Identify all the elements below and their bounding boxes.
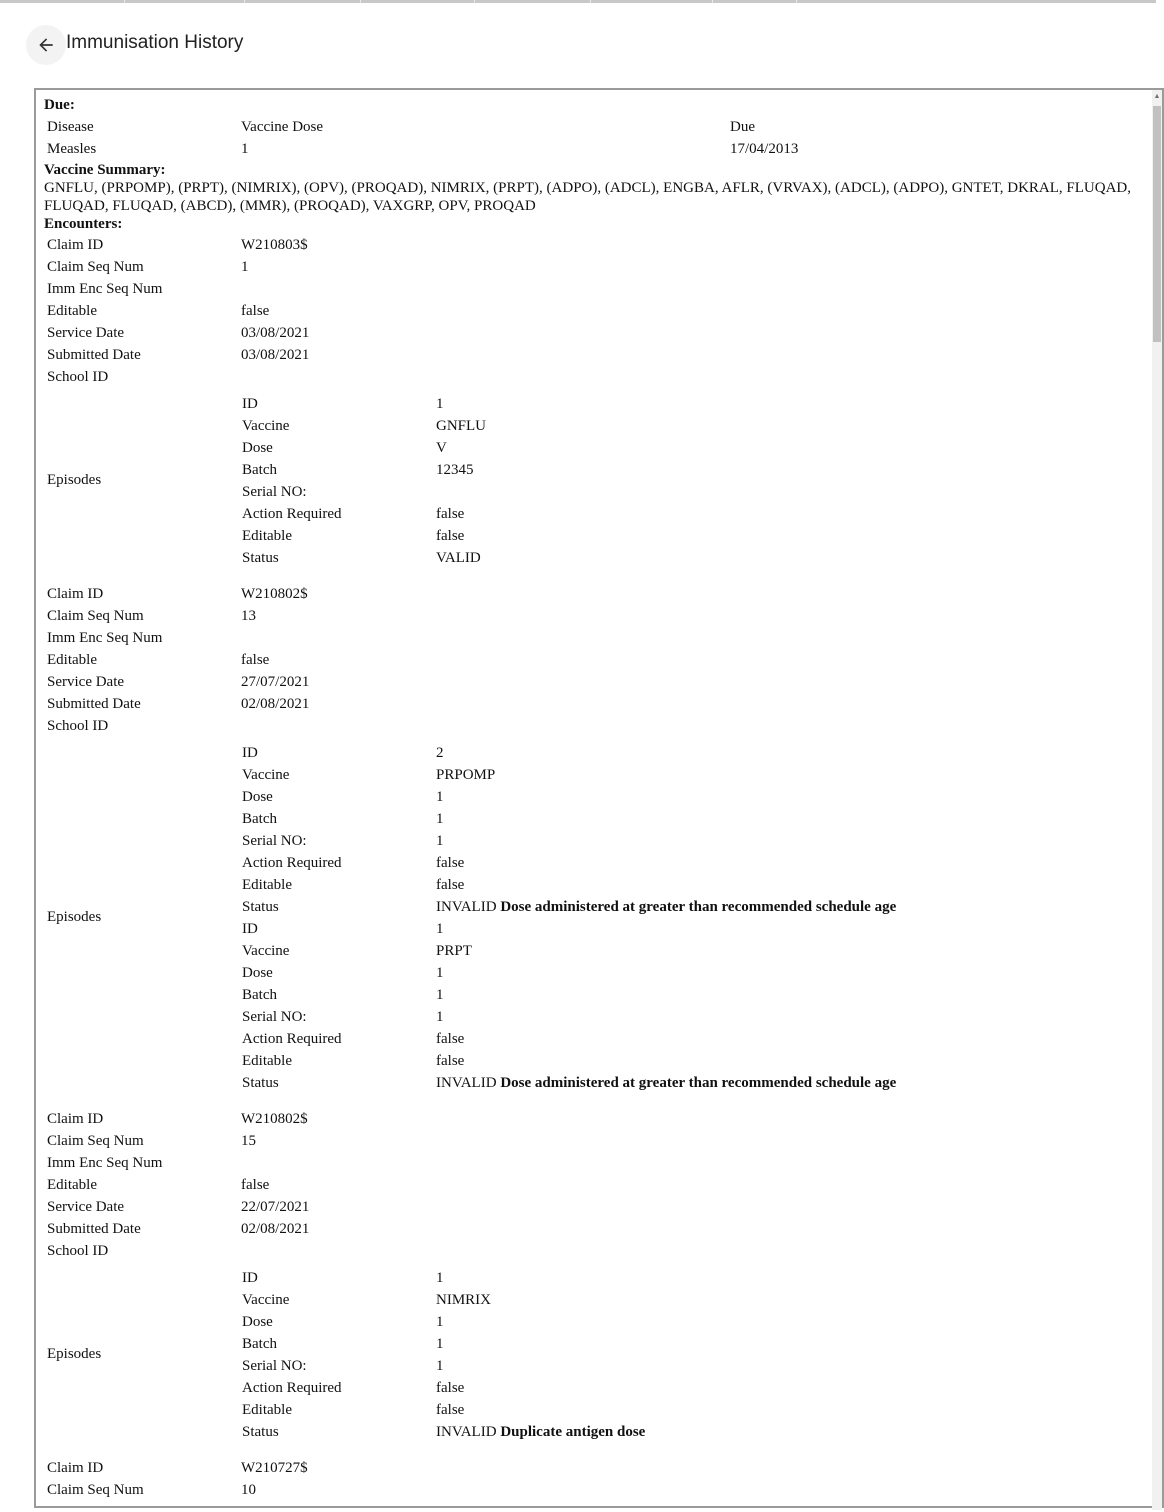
episode-cell	[435, 416, 487, 436]
episode-label: Dose	[242, 965, 273, 981]
episode-label: Status	[242, 550, 279, 566]
encounter-label: Claim Seq Num	[47, 1482, 144, 1498]
episode-row	[241, 1051, 897, 1071]
episodes-label: Episodes	[47, 908, 102, 925]
encounter-value: 13	[241, 608, 256, 624]
episode-cell	[435, 1378, 646, 1398]
episode-label: Batch	[242, 811, 277, 827]
encounter-row-editable	[46, 301, 489, 321]
encounter-label: Imm Enc Seq Num	[47, 281, 163, 297]
arrow-left-icon	[36, 35, 56, 55]
episode-row	[241, 765, 897, 785]
due-header-row	[46, 117, 799, 137]
scroll-up-icon[interactable]: ▲	[1153, 92, 1161, 100]
episode-value: 1	[436, 833, 444, 849]
episode-label: Editable	[242, 528, 292, 544]
encounter-row-submitted-date	[46, 345, 489, 365]
encounter-row-school-id	[46, 716, 899, 736]
episode-value: GNFLU	[436, 418, 487, 434]
encounter-label: Editable	[47, 652, 97, 668]
episode-value: INVALID	[436, 899, 497, 915]
episode-row	[241, 1268, 646, 1288]
episode-row	[241, 809, 897, 829]
episode-cell	[435, 1073, 897, 1093]
episode-row	[241, 394, 487, 414]
due-col-disease: Disease	[47, 119, 94, 135]
episode-cell	[435, 743, 897, 763]
encounter-row-imm-enc-seq-num	[46, 1153, 648, 1173]
episode-row	[241, 1356, 646, 1376]
episode-label: Vaccine	[242, 1292, 290, 1308]
episode-label: Status	[242, 1075, 279, 1091]
encounter-label: Claim ID	[47, 1460, 104, 1476]
encounter-value: false	[241, 303, 270, 319]
episode-row	[241, 1312, 646, 1332]
encounter-row-school-id	[46, 1241, 648, 1261]
episode-label: Batch	[242, 462, 277, 478]
episode-cell	[435, 985, 897, 1005]
episode-value: PRPOMP	[436, 767, 496, 783]
encounter-table	[44, 1456, 311, 1502]
encounter-value	[240, 1241, 648, 1261]
episode-cell	[435, 831, 897, 851]
episode-label: Action Required	[242, 1380, 342, 1396]
encounter-value: 22/07/2021	[241, 1199, 310, 1215]
episode-row	[241, 897, 897, 917]
encounter-value: 03/08/2021	[241, 325, 310, 341]
encounter-value: 27/07/2021	[241, 674, 310, 690]
encounter-value: 02/08/2021	[241, 1221, 310, 1237]
episode-value: 1	[436, 1336, 444, 1352]
encounter-value	[240, 628, 899, 648]
dialog-header	[0, 3, 1156, 87]
page-title: Immunisation History	[66, 32, 244, 53]
episode-row	[241, 1029, 897, 1049]
encounter-value	[240, 279, 489, 299]
encounter-label: Claim Seq Num	[47, 259, 144, 275]
episode-row	[241, 482, 487, 502]
episode-value: 1	[436, 789, 444, 805]
encounter-label: School ID	[47, 369, 109, 385]
encounter-row-claim-seq-num	[46, 1480, 309, 1500]
episode-cell	[435, 1290, 646, 1310]
episode-row	[241, 416, 487, 436]
encounter-row-claim-id	[46, 584, 899, 604]
episode-row	[241, 919, 897, 939]
history-document	[44, 96, 1136, 1512]
episode-value: 1	[436, 1270, 444, 1286]
episode-cell	[435, 875, 897, 895]
encounter-value: 15	[241, 1133, 256, 1149]
encounter-label: Imm Enc Seq Num	[47, 630, 163, 646]
due-heading: Due:	[44, 97, 75, 113]
encounter-row-service-date	[46, 672, 899, 692]
episode-label: Editable	[242, 1053, 292, 1069]
episode-label: Vaccine	[242, 943, 290, 959]
episode-row	[241, 787, 897, 807]
episode-cell	[435, 919, 897, 939]
encounter-row-claim-seq-num	[46, 257, 489, 277]
encounter-value: false	[241, 652, 270, 668]
due-col-vaccine-dose: Vaccine Dose	[241, 119, 324, 135]
episode-value: 1	[436, 1314, 444, 1330]
encounter-row-claim-seq-num	[46, 1131, 648, 1151]
episode-label: Serial NO:	[242, 1009, 307, 1025]
episode-value: 1	[436, 965, 444, 981]
episode-row	[241, 941, 897, 961]
episode-value: 1	[436, 396, 444, 412]
episode-cell	[435, 482, 487, 502]
episode-value: false	[436, 506, 465, 522]
episode-value: false	[436, 528, 465, 544]
episode-cell	[435, 438, 487, 458]
encounter-row-school-id	[46, 367, 489, 387]
encounter-label: Imm Enc Seq Num	[47, 1155, 163, 1171]
episode-row	[241, 504, 487, 524]
episode-cell	[435, 853, 897, 873]
episode-value: 1	[436, 921, 444, 937]
encounter-label: School ID	[47, 718, 109, 734]
episode-cell	[435, 1400, 646, 1420]
episode-cell	[435, 765, 897, 785]
episode-cell	[435, 1268, 646, 1288]
episode-label: Vaccine	[242, 418, 290, 434]
episode-label: Batch	[242, 1336, 277, 1352]
episode-value: PRPT	[436, 943, 472, 959]
encounter-label: Submitted Date	[47, 1221, 141, 1237]
episode-label: ID	[242, 396, 258, 412]
episode-label: Editable	[242, 877, 292, 893]
encounter-label: Claim ID	[47, 1111, 104, 1127]
encounter-row-claim-id	[46, 235, 489, 255]
episode-status-reason: Dose administered at greater than recommended schedule age	[500, 899, 897, 915]
episode-label: Status	[242, 1424, 279, 1440]
episode-value: 2	[436, 745, 444, 761]
episodes-label: Episodes	[47, 1345, 102, 1362]
due-vaccine-dose: 1	[241, 141, 249, 157]
encounter-row-claim-seq-num	[46, 606, 899, 626]
episode-value: NIMRIX	[436, 1292, 491, 1308]
episode-value: 1	[436, 1358, 444, 1374]
episode-value: 1	[436, 1009, 444, 1025]
episode-row	[241, 743, 897, 763]
episode-label: Action Required	[242, 1031, 342, 1047]
encounter-row-submitted-date	[46, 694, 899, 714]
episode-cell	[435, 1356, 646, 1376]
episode-cell	[435, 1029, 897, 1049]
encounter-table	[44, 582, 901, 1097]
episode-value: V	[436, 440, 447, 456]
episode-label: Editable	[242, 1402, 292, 1418]
encounters-list	[44, 233, 1136, 1502]
encounter-value: 1	[241, 259, 249, 275]
episode-cell	[435, 787, 897, 807]
episode-label: Serial NO:	[242, 1358, 307, 1374]
episodes-cell	[240, 389, 489, 570]
episode-cell	[435, 1422, 646, 1442]
encounter-row-submitted-date	[46, 1219, 648, 1239]
episode-cell	[435, 504, 487, 524]
episode-row	[241, 1400, 646, 1420]
encounter-label: Submitted Date	[47, 347, 141, 363]
encounter-value: W210727$	[241, 1460, 308, 1476]
episode-cell	[435, 1051, 897, 1071]
episode-cell	[435, 941, 897, 961]
encounter-row-imm-enc-seq-num	[46, 628, 899, 648]
episode-row	[241, 853, 897, 873]
due-table	[44, 115, 801, 161]
encounter-row-service-date	[46, 1197, 648, 1217]
encounter-label: Editable	[47, 1177, 97, 1193]
encounter-value	[240, 1153, 648, 1173]
encounter-value	[240, 367, 489, 387]
encounter-label: Service Date	[47, 325, 125, 341]
due-disease: Measles	[47, 141, 97, 157]
vaccine-summary-heading: Vaccine Summary:	[44, 162, 166, 178]
episode-label: Serial NO:	[242, 484, 307, 500]
encounter-row-editable	[46, 1175, 648, 1195]
encounter-row-imm-enc-seq-num	[46, 279, 489, 299]
episode-cell	[435, 963, 897, 983]
episode-status-reason: Duplicate antigen dose	[500, 1424, 646, 1440]
encounter-value: W210802$	[241, 586, 308, 602]
due-col-due: Due	[730, 119, 755, 135]
encounter-label: Claim ID	[47, 586, 104, 602]
episode-row	[241, 1334, 646, 1354]
episode-cell	[435, 809, 897, 829]
episode-label: Dose	[242, 789, 273, 805]
episode-cell	[435, 526, 487, 546]
episodes-table	[239, 1266, 648, 1444]
episode-label: Batch	[242, 987, 277, 1003]
encounter-row-claim-id	[46, 1109, 648, 1129]
episode-row	[241, 831, 897, 851]
episode-value: false	[436, 855, 465, 871]
episode-value: VALID	[436, 550, 481, 566]
encounter-label: School ID	[47, 1243, 109, 1259]
encounter-value: W210802$	[241, 1111, 308, 1127]
episode-row	[241, 875, 897, 895]
episode-label: ID	[242, 921, 258, 937]
episode-label: ID	[242, 745, 258, 761]
episode-row	[241, 460, 487, 480]
episode-row	[241, 526, 487, 546]
encounter-row-claim-id	[46, 1458, 309, 1478]
episode-row	[241, 963, 897, 983]
episode-value: INVALID	[436, 1075, 497, 1091]
scroll-thumb[interactable]	[1153, 106, 1161, 342]
episode-row	[241, 1073, 897, 1093]
encounter-value	[240, 716, 899, 736]
encounter-label: Service Date	[47, 1199, 125, 1215]
episode-row	[241, 985, 897, 1005]
episode-cell	[435, 394, 487, 414]
episodes-label: Episodes	[47, 471, 102, 488]
encounter-row-episodes	[46, 738, 899, 1095]
episode-label: Action Required	[242, 506, 342, 522]
episode-row	[241, 1378, 646, 1398]
episode-row	[241, 438, 487, 458]
encounter-value: 03/08/2021	[241, 347, 310, 363]
episodes-table	[239, 392, 489, 570]
episode-value: false	[436, 1402, 465, 1418]
encounter-row-editable	[46, 650, 899, 670]
episode-status-reason: Dose administered at greater than recommended schedule age	[500, 1075, 897, 1091]
vaccine-summary-text: GNFLU, (PRPOMP), (PRPT), (NIMRIX), (OPV), (PROQAD), NIMRIX, (PRPT), (ADPO), (ADCL), ENGBA, AFLR, (VRVAX), (ADCL), (ADPO), GNTET, DKRAL, FLUQAD, FLUQAD, FLUQAD, (ABCD), (MMR), (PROQAD), VAXGRP, OPV, PROQAD	[44, 180, 1131, 214]
encounters-heading: Encounters:	[44, 216, 123, 232]
due-date: 17/04/2013	[730, 141, 799, 157]
episodes-cell	[240, 738, 899, 1095]
episode-row	[241, 1422, 646, 1442]
due-row	[46, 139, 799, 159]
episodes-cell	[240, 1263, 648, 1444]
episode-label: Status	[242, 899, 279, 915]
encounter-row-service-date	[46, 323, 489, 343]
episode-value: false	[436, 877, 465, 893]
encounter-label: Service Date	[47, 674, 125, 690]
episode-cell	[435, 1334, 646, 1354]
episode-label: Serial NO:	[242, 833, 307, 849]
episode-cell	[435, 460, 487, 480]
episode-cell	[435, 1007, 897, 1027]
episode-value: false	[436, 1053, 465, 1069]
encounter-row-episodes	[46, 389, 489, 570]
encounter-table	[44, 1107, 650, 1446]
encounter-label: Claim ID	[47, 237, 104, 253]
episode-row	[241, 1290, 646, 1310]
back-button[interactable]	[26, 25, 66, 65]
history-document-frame[interactable]	[34, 88, 1164, 1508]
vertical-scrollbar[interactable]	[1152, 90, 1162, 1510]
encounter-label: Editable	[47, 303, 97, 319]
encounter-value: false	[241, 1177, 270, 1193]
episode-label: ID	[242, 1270, 258, 1286]
episode-label: Dose	[242, 1314, 273, 1330]
episode-row	[241, 548, 487, 568]
episode-value: 12345	[436, 462, 474, 478]
episode-label: Vaccine	[242, 767, 290, 783]
episode-cell	[435, 548, 487, 568]
encounter-label: Claim Seq Num	[47, 608, 144, 624]
encounter-label: Submitted Date	[47, 696, 141, 712]
episode-value: INVALID	[436, 1424, 497, 1440]
episode-cell	[435, 1312, 646, 1332]
episode-value: false	[436, 1380, 465, 1396]
encounter-row-episodes	[46, 1263, 648, 1444]
episodes-table	[239, 741, 899, 1095]
episode-label: Action Required	[242, 855, 342, 871]
encounter-label: Claim Seq Num	[47, 1133, 144, 1149]
episode-cell	[435, 897, 897, 917]
episode-value: 1	[436, 987, 444, 1003]
episode-label: Dose	[242, 440, 273, 456]
encounter-value: W210803$	[241, 237, 308, 253]
encounter-value: 10	[241, 1482, 256, 1498]
encounter-table	[44, 233, 491, 572]
episode-value: false	[436, 1031, 465, 1047]
episode-row	[241, 1007, 897, 1027]
encounter-value: 02/08/2021	[241, 696, 310, 712]
episode-value: 1	[436, 811, 444, 827]
